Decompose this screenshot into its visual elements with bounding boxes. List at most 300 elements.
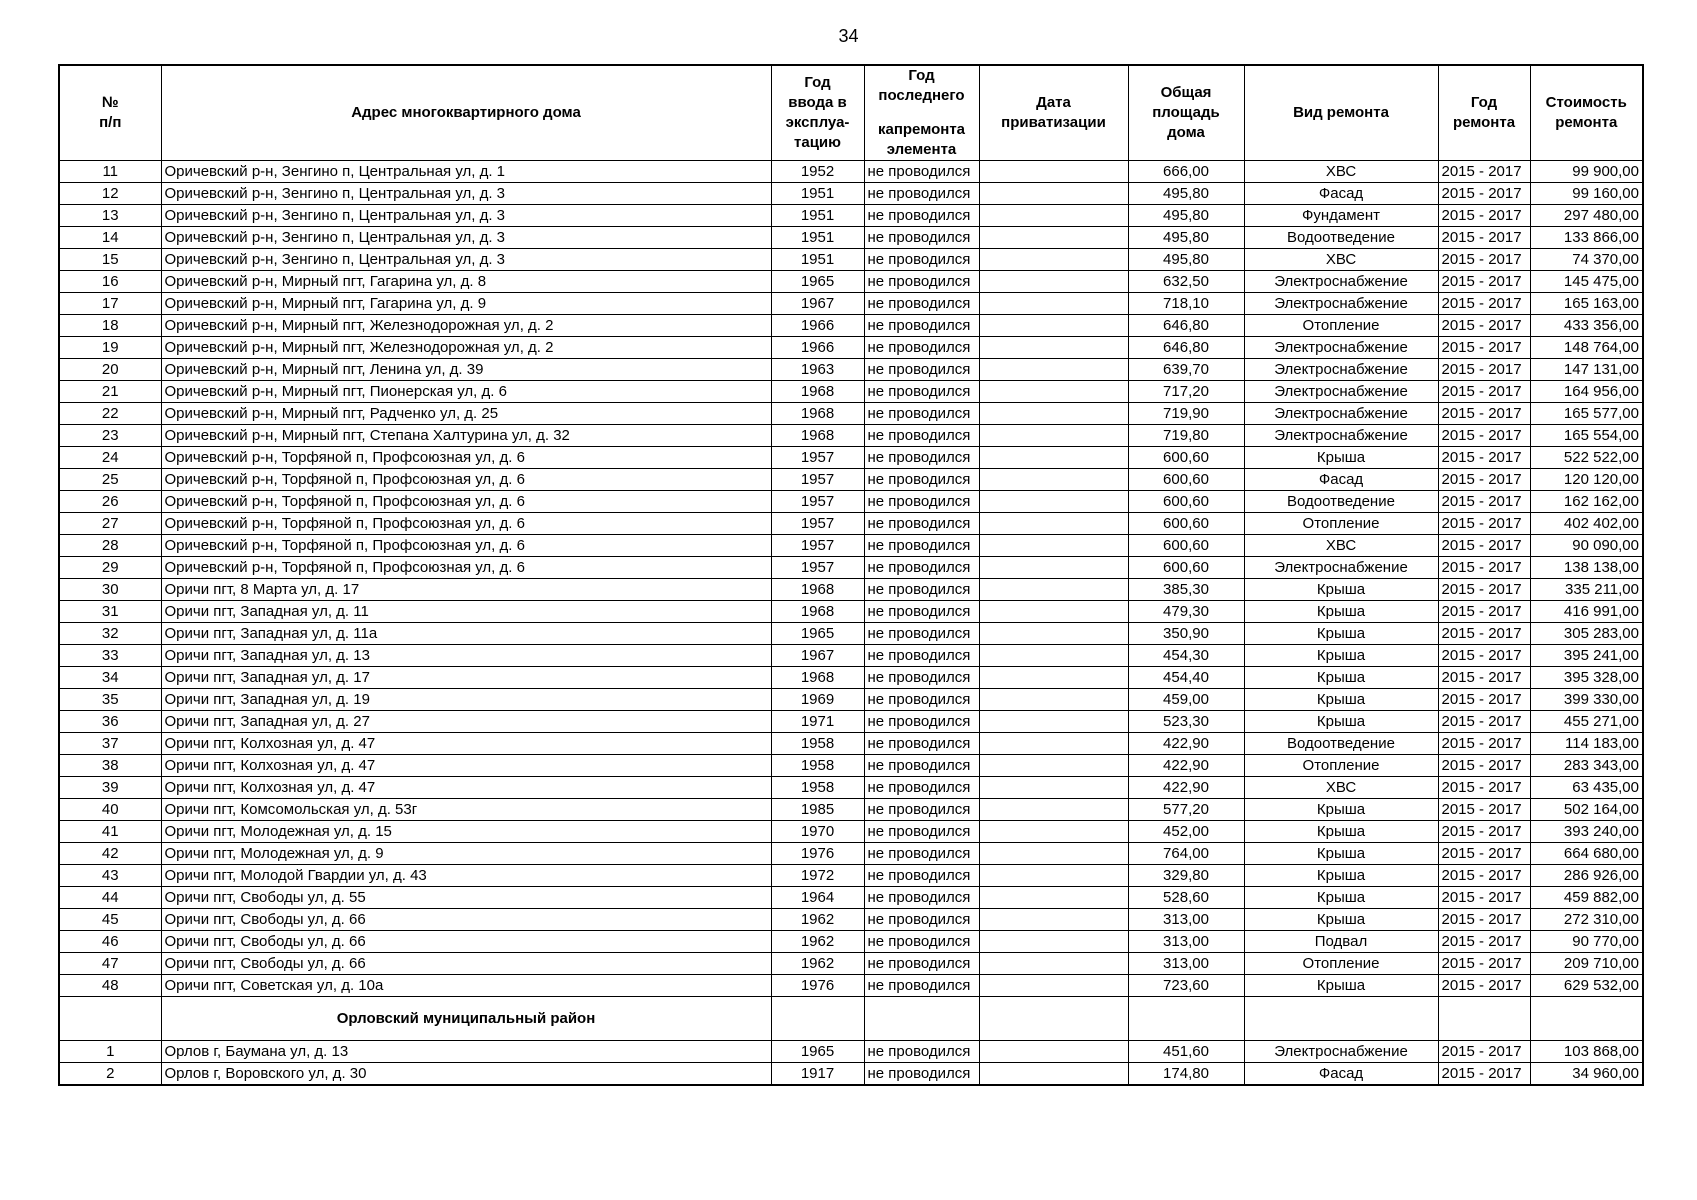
table-row: [59, 447, 1643, 469]
row-year-built: 1965: [771, 623, 864, 645]
row-last-repair: не проводился: [864, 183, 979, 205]
table-row: [59, 579, 1643, 601]
row-last-repair: не проводился: [864, 557, 979, 579]
row-year-built: 1958: [771, 777, 864, 799]
row-repair-type: Крыша: [1244, 645, 1438, 667]
row-last-repair: не проводился: [864, 447, 979, 469]
header-repair-type: Вид ремонта: [1244, 65, 1438, 161]
row-number: 41: [59, 821, 161, 843]
row-cost: 147 131,00: [1530, 359, 1643, 381]
row-year-built: 1968: [771, 579, 864, 601]
table-row: [59, 887, 1643, 909]
table-row: [59, 601, 1643, 623]
row-year-built: 1969: [771, 689, 864, 711]
row-cost: 103 868,00: [1530, 1041, 1643, 1063]
row-repair-year: 2015 - 2017: [1438, 755, 1530, 777]
header-address: Адрес многоквартирного дома: [161, 65, 771, 161]
section-title: Орловский муниципальный район: [161, 997, 771, 1041]
row-number: 33: [59, 645, 161, 667]
row-repair-year: 2015 - 2017: [1438, 733, 1530, 755]
row-cost: 138 138,00: [1530, 557, 1643, 579]
table-row: [59, 359, 1643, 381]
row-privatization: [979, 689, 1128, 711]
row-privatization: [979, 249, 1128, 271]
section-row: [59, 997, 1643, 1041]
row-privatization: [979, 205, 1128, 227]
row-address: Оричевский р-н, Торфяной п, Профсоюзная ул, д. 6: [161, 513, 771, 535]
row-number: 30: [59, 579, 161, 601]
row-repair-type: Крыша: [1244, 909, 1438, 931]
row-area: 717,20: [1128, 381, 1244, 403]
row-last-repair: не проводился: [864, 821, 979, 843]
header-privatization: Дата приватизации: [979, 65, 1128, 161]
row-repair-year: 2015 - 2017: [1438, 799, 1530, 821]
row-year-built: 1957: [771, 491, 864, 513]
row-address: Оричи пгт, Западная ул, д. 11а: [161, 623, 771, 645]
row-last-repair: не проводился: [864, 227, 979, 249]
row-last-repair: не проводился: [864, 909, 979, 931]
row-repair-year: 2015 - 2017: [1438, 623, 1530, 645]
table-row: [59, 953, 1643, 975]
row-repair-year: 2015 - 2017: [1438, 535, 1530, 557]
table-row: [59, 667, 1643, 689]
row-number: 47: [59, 953, 161, 975]
row-year-built: 1917: [771, 1063, 864, 1086]
row-year-built: 1963: [771, 359, 864, 381]
row-address: Оричи пгт, 8 Марта ул, д. 17: [161, 579, 771, 601]
row-repair-year: 2015 - 2017: [1438, 865, 1530, 887]
row-cost: 305 283,00: [1530, 623, 1643, 645]
row-number: 16: [59, 271, 161, 293]
row-address: Оричи пгт, Западная ул, д. 27: [161, 711, 771, 733]
row-last-repair: не проводился: [864, 755, 979, 777]
row-privatization: [979, 821, 1128, 843]
row-area: 600,60: [1128, 491, 1244, 513]
row-year-built: 1958: [771, 733, 864, 755]
table-row: [59, 755, 1643, 777]
table-row: [59, 1041, 1643, 1063]
table-row: [59, 843, 1643, 865]
row-area: 454,30: [1128, 645, 1244, 667]
row-address: Оричи пгт, Западная ул, д. 19: [161, 689, 771, 711]
row-cost: 297 480,00: [1530, 205, 1643, 227]
row-repair-year: 2015 - 2017: [1438, 183, 1530, 205]
row-repair-type: Электроснабжение: [1244, 271, 1438, 293]
row-privatization: [979, 623, 1128, 645]
row-year-built: 1962: [771, 931, 864, 953]
table-row: [59, 161, 1643, 183]
row-address: Оричи пгт, Комсомольская ул, д. 53г: [161, 799, 771, 821]
row-repair-type: Отопление: [1244, 315, 1438, 337]
row-number: 39: [59, 777, 161, 799]
row-last-repair: не проводился: [864, 315, 979, 337]
row-privatization: [979, 513, 1128, 535]
row-repair-year: 2015 - 2017: [1438, 667, 1530, 689]
row-number: 17: [59, 293, 161, 315]
row-address: Оричи пгт, Западная ул, д. 13: [161, 645, 771, 667]
row-area: 313,00: [1128, 953, 1244, 975]
row-year-built: 1968: [771, 667, 864, 689]
row-repair-type: Отопление: [1244, 953, 1438, 975]
row-last-repair: не проводился: [864, 491, 979, 513]
row-last-repair: не проводился: [864, 1041, 979, 1063]
row-area: 528,60: [1128, 887, 1244, 909]
row-last-repair: не проводился: [864, 843, 979, 865]
row-address: Оричевский р-н, Мирный пгт, Степана Халтурина ул, д. 32: [161, 425, 771, 447]
table-row: [59, 535, 1643, 557]
row-area: 313,00: [1128, 931, 1244, 953]
table-row: [59, 513, 1643, 535]
row-privatization: [979, 359, 1128, 381]
row-number: 36: [59, 711, 161, 733]
row-cost: 522 522,00: [1530, 447, 1643, 469]
row-area: 422,90: [1128, 777, 1244, 799]
row-area: 495,80: [1128, 227, 1244, 249]
row-last-repair: не проводился: [864, 403, 979, 425]
row-repair-year: 2015 - 2017: [1438, 557, 1530, 579]
row-number: 38: [59, 755, 161, 777]
row-number: 42: [59, 843, 161, 865]
row-year-built: 1962: [771, 953, 864, 975]
row-repair-year: 2015 - 2017: [1438, 821, 1530, 843]
row-address: Оричевский р-н, Торфяной п, Профсоюзная ул, д. 6: [161, 557, 771, 579]
table-row: [59, 205, 1643, 227]
row-cost: 209 710,00: [1530, 953, 1643, 975]
row-cost: 114 183,00: [1530, 733, 1643, 755]
row-number: 15: [59, 249, 161, 271]
row-privatization: [979, 535, 1128, 557]
row-cost: 99 900,00: [1530, 161, 1643, 183]
row-number: 11: [59, 161, 161, 183]
row-cost: 164 956,00: [1530, 381, 1643, 403]
row-privatization: [979, 733, 1128, 755]
row-address: Оричевский р-н, Мирный пгт, Железнодорожная ул, д. 2: [161, 337, 771, 359]
row-last-repair: не проводился: [864, 337, 979, 359]
row-year-built: 1958: [771, 755, 864, 777]
row-address: Оричевский р-н, Зенгино п, Центральная ул, д. 3: [161, 205, 771, 227]
row-cost: 90 770,00: [1530, 931, 1643, 953]
row-number: 13: [59, 205, 161, 227]
row-area: 451,60: [1128, 1041, 1244, 1063]
row-repair-type: Крыша: [1244, 711, 1438, 733]
row-privatization: [979, 271, 1128, 293]
row-repair-year: 2015 - 2017: [1438, 909, 1530, 931]
row-last-repair: не проводился: [864, 359, 979, 381]
row-repair-type: Отопление: [1244, 755, 1438, 777]
row-address: Оричи пгт, Молодежная ул, д. 9: [161, 843, 771, 865]
row-area: 459,00: [1128, 689, 1244, 711]
row-privatization: [979, 887, 1128, 909]
row-cost: 433 356,00: [1530, 315, 1643, 337]
table-row: [59, 711, 1643, 733]
table-row: [59, 381, 1643, 403]
row-privatization: [979, 755, 1128, 777]
row-repair-year: 2015 - 2017: [1438, 381, 1530, 403]
row-address: Орлов г, Воровского ул, д. 30: [161, 1063, 771, 1086]
table-row: [59, 425, 1643, 447]
row-area: 523,30: [1128, 711, 1244, 733]
row-address: Оричевский р-н, Мирный пгт, Гагарина ул, д. 9: [161, 293, 771, 315]
row-repair-type: Фасад: [1244, 183, 1438, 205]
row-cost: 133 866,00: [1530, 227, 1643, 249]
row-repair-type: ХВС: [1244, 535, 1438, 557]
row-privatization: [979, 667, 1128, 689]
table-row: [59, 249, 1643, 271]
row-last-repair: не проводился: [864, 1063, 979, 1086]
row-number: 19: [59, 337, 161, 359]
row-cost: 395 328,00: [1530, 667, 1643, 689]
row-address: Оричи пгт, Колхозная ул, д. 47: [161, 755, 771, 777]
header-num: № п/п: [59, 65, 161, 161]
page-number: 34: [838, 26, 859, 46]
row-repair-type: ХВС: [1244, 161, 1438, 183]
row-last-repair: не проводился: [864, 733, 979, 755]
section-empty-cell: [979, 997, 1128, 1041]
header-last-repair: Год последнего капремонта элемента: [864, 65, 979, 161]
row-repair-year: 2015 - 2017: [1438, 1063, 1530, 1086]
row-last-repair: не проводился: [864, 799, 979, 821]
row-cost: 165 163,00: [1530, 293, 1643, 315]
row-year-built: 1965: [771, 271, 864, 293]
section-empty-cell: [1530, 997, 1643, 1041]
row-number: 32: [59, 623, 161, 645]
row-privatization: [979, 799, 1128, 821]
row-repair-year: 2015 - 2017: [1438, 447, 1530, 469]
row-cost: 416 991,00: [1530, 601, 1643, 623]
row-repair-year: 2015 - 2017: [1438, 601, 1530, 623]
row-repair-type: Фасад: [1244, 469, 1438, 491]
row-address: Оричевский р-н, Мирный пгт, Железнодорожная ул, д. 2: [161, 315, 771, 337]
row-repair-year: 2015 - 2017: [1438, 403, 1530, 425]
row-repair-type: Электроснабжение: [1244, 557, 1438, 579]
row-number: 26: [59, 491, 161, 513]
row-last-repair: не проводился: [864, 887, 979, 909]
row-last-repair: не проводился: [864, 205, 979, 227]
row-year-built: 1971: [771, 711, 864, 733]
row-cost: 286 926,00: [1530, 865, 1643, 887]
row-repair-year: 2015 - 2017: [1438, 271, 1530, 293]
row-repair-type: Крыша: [1244, 601, 1438, 623]
section-empty-cell: [864, 997, 979, 1041]
row-repair-year: 2015 - 2017: [1438, 227, 1530, 249]
row-area: 666,00: [1128, 161, 1244, 183]
row-last-repair: не проводился: [864, 689, 979, 711]
table-row: [59, 227, 1643, 249]
row-area: 723,60: [1128, 975, 1244, 997]
row-number: 1: [59, 1041, 161, 1063]
row-number: 34: [59, 667, 161, 689]
row-repair-year: 2015 - 2017: [1438, 711, 1530, 733]
table-body: [59, 161, 1643, 1086]
table-row: [59, 315, 1643, 337]
row-year-built: 1966: [771, 337, 864, 359]
row-number: 24: [59, 447, 161, 469]
row-last-repair: не проводился: [864, 645, 979, 667]
table-row: [59, 557, 1643, 579]
row-cost: 455 271,00: [1530, 711, 1643, 733]
row-last-repair: не проводился: [864, 513, 979, 535]
row-privatization: [979, 975, 1128, 997]
row-area: 174,80: [1128, 1063, 1244, 1086]
row-last-repair: не проводился: [864, 469, 979, 491]
row-last-repair: не проводился: [864, 271, 979, 293]
row-cost: 165 554,00: [1530, 425, 1643, 447]
row-address: Оричи пгт, Молодежная ул, д. 15: [161, 821, 771, 843]
row-repair-type: Электроснабжение: [1244, 293, 1438, 315]
row-year-built: 1976: [771, 843, 864, 865]
row-address: Оричевский р-н, Торфяной п, Профсоюзная ул, д. 6: [161, 469, 771, 491]
row-cost: 335 211,00: [1530, 579, 1643, 601]
row-year-built: 1965: [771, 1041, 864, 1063]
row-repair-type: Водоотведение: [1244, 227, 1438, 249]
row-number: 25: [59, 469, 161, 491]
row-cost: 74 370,00: [1530, 249, 1643, 271]
row-privatization: [979, 469, 1128, 491]
row-area: 719,90: [1128, 403, 1244, 425]
row-year-built: 1968: [771, 425, 864, 447]
row-privatization: [979, 315, 1128, 337]
row-repair-year: 2015 - 2017: [1438, 337, 1530, 359]
row-address: Оричи пгт, Свободы ул, д. 66: [161, 953, 771, 975]
row-address: Оричевский р-н, Зенгино п, Центральная ул, д. 3: [161, 249, 771, 271]
row-repair-year: 2015 - 2017: [1438, 579, 1530, 601]
row-number: 28: [59, 535, 161, 557]
row-area: 313,00: [1128, 909, 1244, 931]
row-cost: 148 764,00: [1530, 337, 1643, 359]
row-repair-type: Фасад: [1244, 1063, 1438, 1086]
row-cost: 165 577,00: [1530, 403, 1643, 425]
row-address: Оричи пгт, Колхозная ул, д. 47: [161, 733, 771, 755]
row-privatization: [979, 183, 1128, 205]
row-repair-year: 2015 - 2017: [1438, 293, 1530, 315]
header-cost: Стоимость ремонта: [1530, 65, 1643, 161]
row-privatization: [979, 601, 1128, 623]
row-year-built: 1952: [771, 161, 864, 183]
table-row: [59, 777, 1643, 799]
row-privatization: [979, 777, 1128, 799]
row-repair-year: 2015 - 2017: [1438, 205, 1530, 227]
row-year-built: 1957: [771, 557, 864, 579]
row-cost: 63 435,00: [1530, 777, 1643, 799]
row-address: Оричевский р-н, Зенгино п, Центральная ул, д. 3: [161, 183, 771, 205]
table-row: [59, 865, 1643, 887]
row-address: Оричи пгт, Свободы ул, д. 66: [161, 909, 771, 931]
row-address: Оричевский р-н, Зенгино п, Центральная ул, д. 3: [161, 227, 771, 249]
row-repair-type: Электроснабжение: [1244, 359, 1438, 381]
row-year-built: 1967: [771, 645, 864, 667]
table-row: [59, 1063, 1643, 1086]
row-privatization: [979, 1063, 1128, 1086]
row-area: 632,50: [1128, 271, 1244, 293]
row-number: 31: [59, 601, 161, 623]
row-area: 495,80: [1128, 183, 1244, 205]
row-address: Оричевский р-н, Мирный пгт, Радченко ул, д. 25: [161, 403, 771, 425]
table-row: [59, 337, 1643, 359]
row-repair-type: Электроснабжение: [1244, 381, 1438, 403]
row-address: Оричи пгт, Западная ул, д. 17: [161, 667, 771, 689]
row-address: Оричевский р-н, Зенгино п, Центральная ул, д. 1: [161, 161, 771, 183]
row-repair-year: 2015 - 2017: [1438, 161, 1530, 183]
row-repair-type: Крыша: [1244, 799, 1438, 821]
row-year-built: 1951: [771, 249, 864, 271]
row-repair-year: 2015 - 2017: [1438, 359, 1530, 381]
row-area: 600,60: [1128, 447, 1244, 469]
row-last-repair: не проводился: [864, 667, 979, 689]
row-privatization: [979, 425, 1128, 447]
row-repair-type: Крыша: [1244, 843, 1438, 865]
row-address: Оричи пгт, Западная ул, д. 11: [161, 601, 771, 623]
row-year-built: 1957: [771, 513, 864, 535]
row-privatization: [979, 645, 1128, 667]
row-cost: 34 960,00: [1530, 1063, 1643, 1086]
row-repair-year: 2015 - 2017: [1438, 953, 1530, 975]
row-last-repair: не проводился: [864, 623, 979, 645]
row-number: 21: [59, 381, 161, 403]
header-area: Общая площадь дома: [1128, 65, 1244, 161]
table-row: [59, 183, 1643, 205]
row-repair-year: 2015 - 2017: [1438, 513, 1530, 535]
row-repair-year: 2015 - 2017: [1438, 1041, 1530, 1063]
row-cost: 272 310,00: [1530, 909, 1643, 931]
row-number: 12: [59, 183, 161, 205]
row-privatization: [979, 403, 1128, 425]
row-address: Оричевский р-н, Мирный пгт, Гагарина ул, д. 8: [161, 271, 771, 293]
row-last-repair: не проводился: [864, 953, 979, 975]
row-area: 577,20: [1128, 799, 1244, 821]
row-area: 600,60: [1128, 513, 1244, 535]
row-year-built: 1972: [771, 865, 864, 887]
row-address: Оричи пгт, Советская ул, д. 10а: [161, 975, 771, 997]
table-row: [59, 733, 1643, 755]
row-area: 646,80: [1128, 315, 1244, 337]
row-address: Оричи пгт, Колхозная ул, д. 47: [161, 777, 771, 799]
row-area: 422,90: [1128, 755, 1244, 777]
row-year-built: 1970: [771, 821, 864, 843]
row-address: Оричевский р-н, Торфяной п, Профсоюзная ул, д. 6: [161, 447, 771, 469]
row-privatization: [979, 711, 1128, 733]
row-repair-type: ХВС: [1244, 249, 1438, 271]
row-year-built: 1968: [771, 381, 864, 403]
row-area: 639,70: [1128, 359, 1244, 381]
row-repair-type: Водоотведение: [1244, 491, 1438, 513]
row-repair-type: Крыша: [1244, 975, 1438, 997]
row-year-built: 1951: [771, 227, 864, 249]
table-row: [59, 689, 1643, 711]
row-area: 385,30: [1128, 579, 1244, 601]
row-repair-year: 2015 - 2017: [1438, 887, 1530, 909]
row-cost: 664 680,00: [1530, 843, 1643, 865]
row-privatization: [979, 491, 1128, 513]
row-address: Оричевский р-н, Мирный пгт, Пионерская ул, д. 6: [161, 381, 771, 403]
row-area: 495,80: [1128, 249, 1244, 271]
table-row: [59, 821, 1643, 843]
row-year-built: 1957: [771, 447, 864, 469]
row-cost: 145 475,00: [1530, 271, 1643, 293]
row-last-repair: не проводился: [864, 931, 979, 953]
row-area: 719,80: [1128, 425, 1244, 447]
row-year-built: 1957: [771, 535, 864, 557]
table-row: [59, 491, 1643, 513]
row-repair-type: Электроснабжение: [1244, 337, 1438, 359]
row-cost: 402 402,00: [1530, 513, 1643, 535]
table-row: [59, 623, 1643, 645]
header-repair-year: Год ремонта: [1438, 65, 1530, 161]
row-repair-type: Крыша: [1244, 821, 1438, 843]
row-repair-type: Крыша: [1244, 447, 1438, 469]
row-repair-type: Отопление: [1244, 513, 1438, 535]
row-number: 14: [59, 227, 161, 249]
row-cost: 502 164,00: [1530, 799, 1643, 821]
